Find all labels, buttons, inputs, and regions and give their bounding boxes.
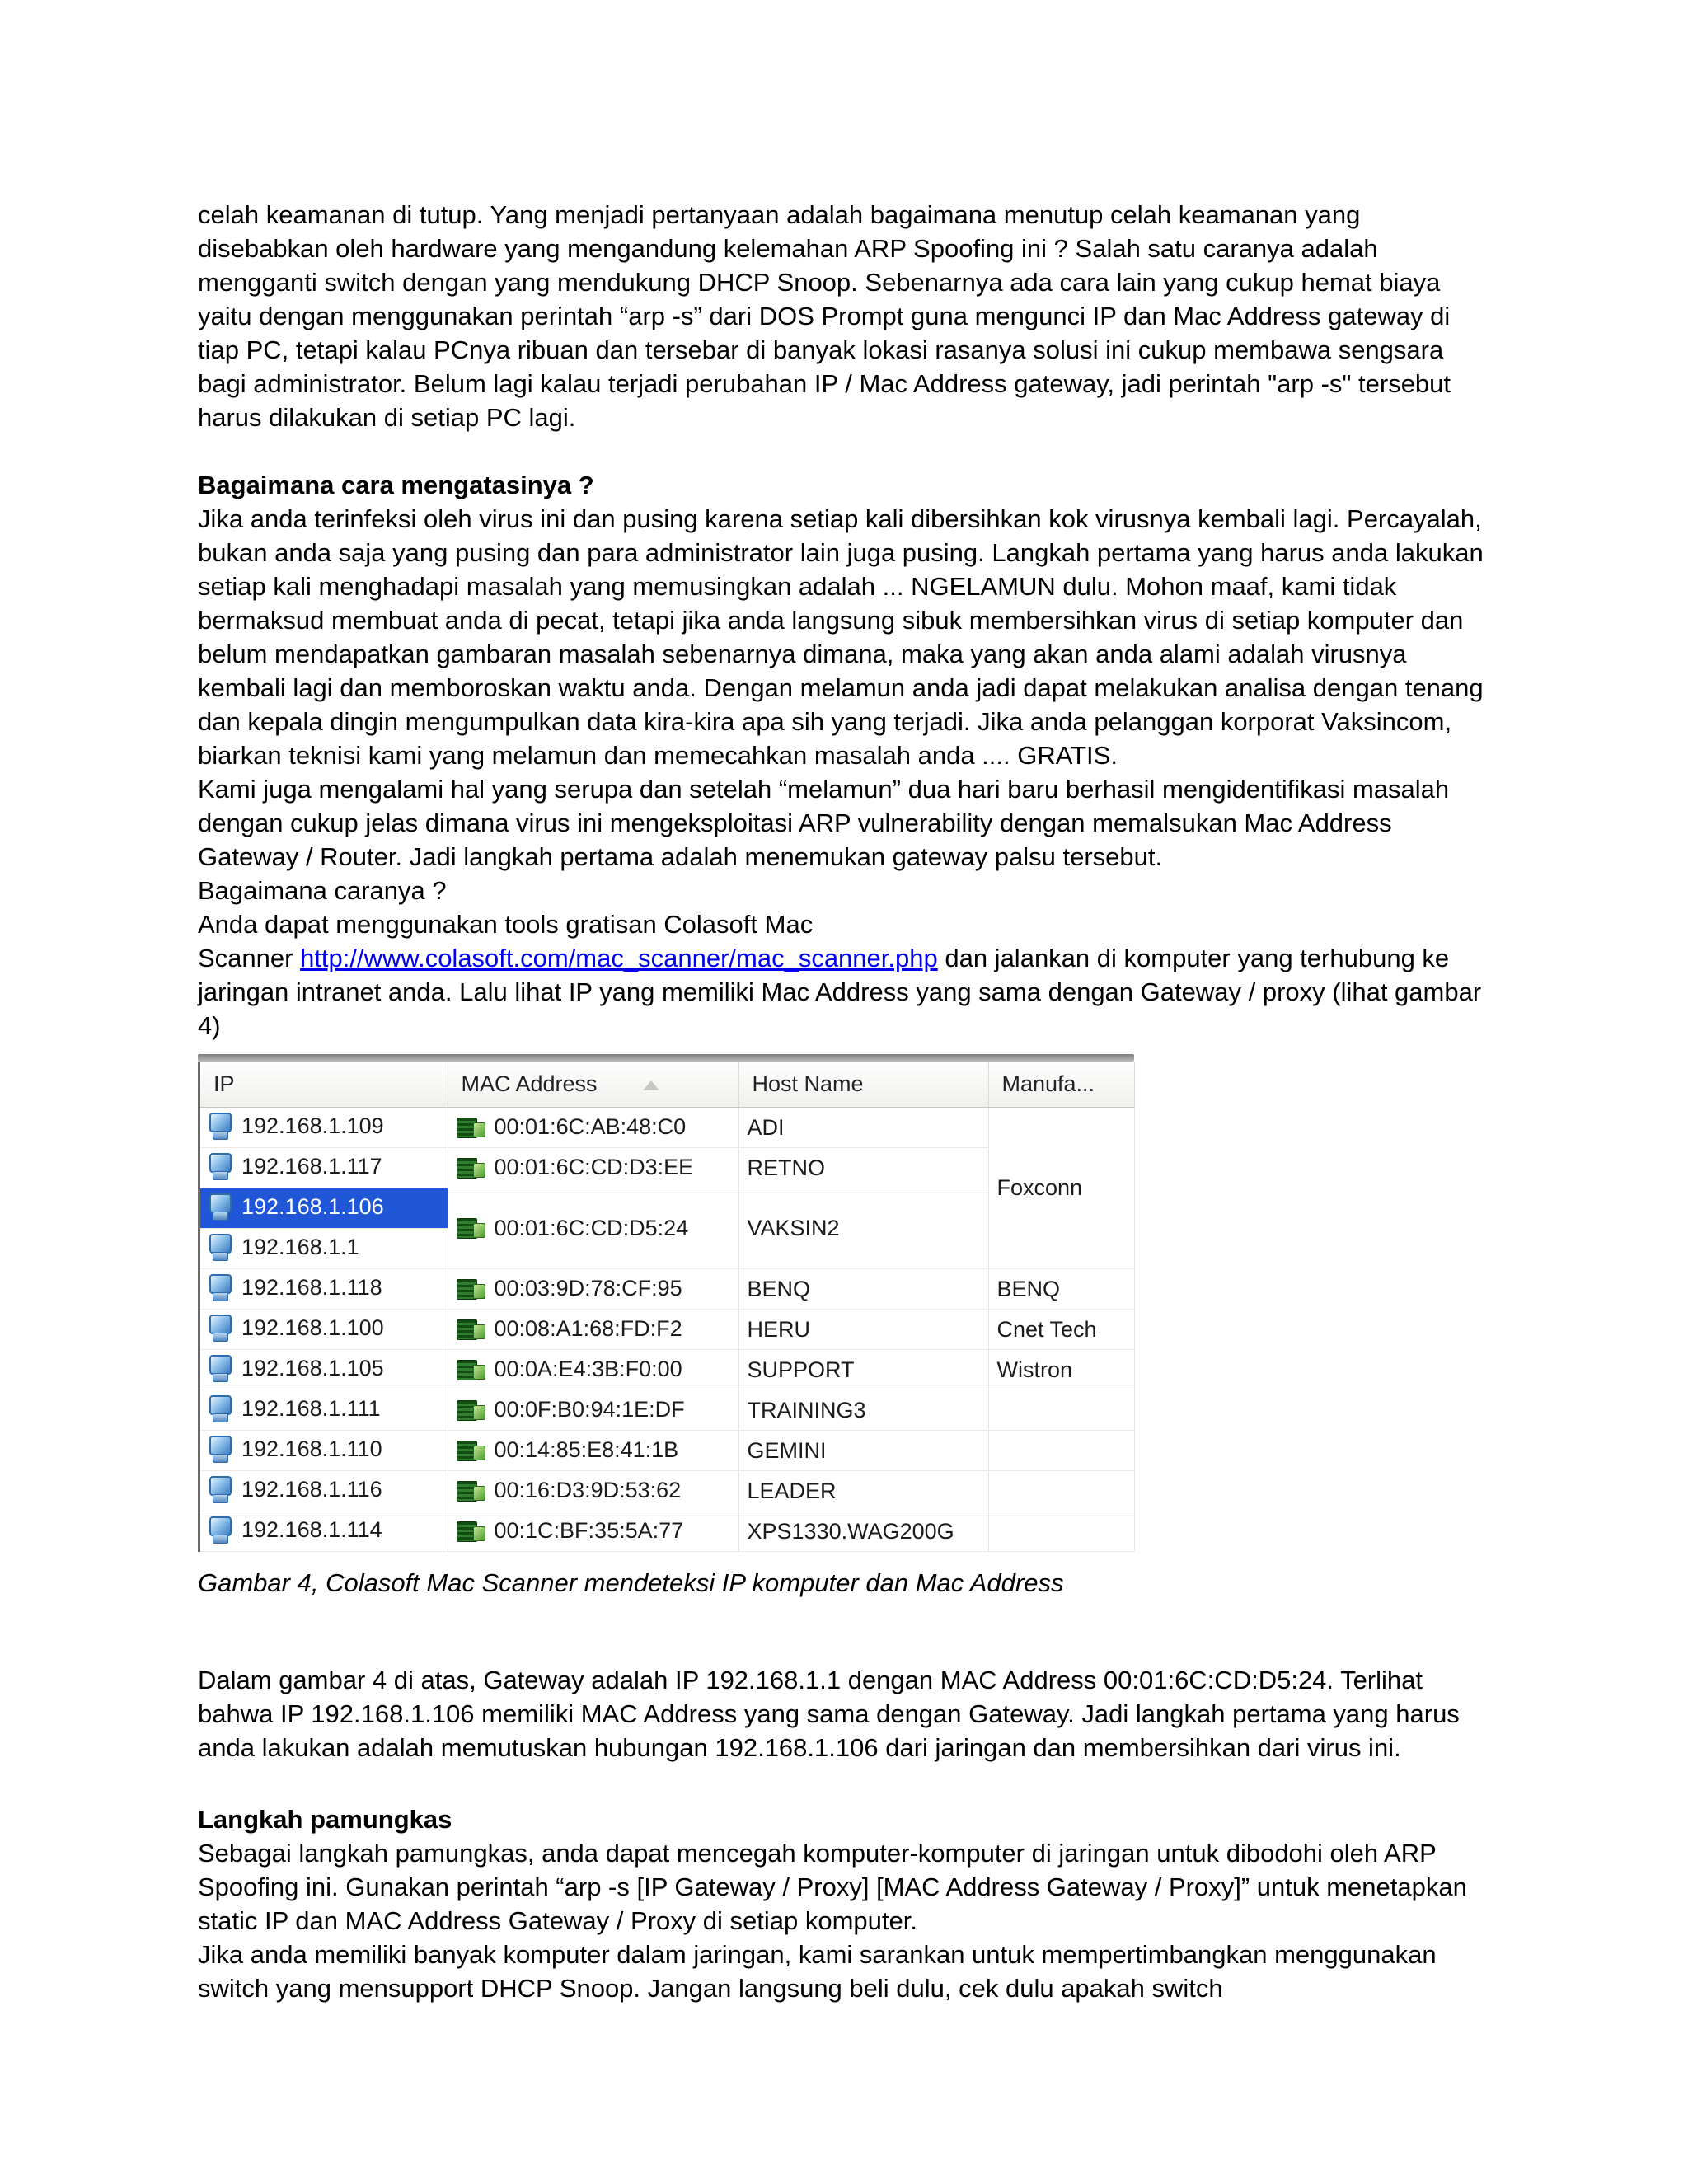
blank-line bbox=[198, 1765, 1497, 1802]
body-paragraph: Kami juga mengalami hal yang serupa dan setelah “melamun” dua hari baru berhasil mengidentifikasi masalah dengan cukup jelas dimana virus ini mengeksploitasi ARP vulnerability dengan memalsukan Mac Address Gateway / Router. Jadi langkah pertama adalah menemukan gateway palsu tersebut. bbox=[198, 775, 1450, 871]
blank-line bbox=[198, 1625, 1497, 1663]
network-adapter-icon bbox=[457, 1115, 488, 1140]
manufacturer-cell bbox=[988, 1511, 1134, 1552]
network-adapter-icon bbox=[457, 1519, 488, 1544]
column-header-host: Host Name bbox=[738, 1062, 988, 1108]
mac-cell bbox=[448, 1511, 738, 1552]
manufacturer-cell: Cnet Tech bbox=[988, 1310, 1134, 1350]
network-adapter-icon bbox=[457, 1398, 488, 1422]
mac-value: 00:0F:B0:94:1E:DF bbox=[494, 1397, 685, 1422]
ip-cell bbox=[200, 1390, 448, 1431]
mac-value: 00:01:6C:CD:D3:EE bbox=[494, 1155, 694, 1180]
table-row bbox=[200, 1108, 1134, 1148]
mac-value: 00:1C:BF:35:5A:77 bbox=[494, 1518, 684, 1544]
ip-cell bbox=[200, 1269, 448, 1310]
body-paragraph: Jika anda terinfeksi oleh virus ini dan pusing karena setiap kali dibersihkan kok virusnya kembali lagi. Percayalah, bukan anda saja yang pusing dan para administrator lain juga pusing. Langkah pertama yang harus anda lakukan setiap kali menghadapi masalah yang memusingkan adalah ... NGELAMUN dulu. Mohon maaf, kami tidak bermaksud membuat anda di pecat, tetapi jika anda langsung sibuk membersihkan virus di setiap komputer dan belum mendapatkan gambaran masalah sebenarnya dimana, maka yang akan anda alami adalah virusnya kembali lagi dan memboroskan waktu anda. Dengan melamun anda jadi dapat melakukan analisa dengan tenang dan kepala dingin mengumpulkan data kira-kira apa sih yang terjadi. Jika anda pelanggan korporat Vaksincom, biarkan teknisi kami yang melamun dan memecahkan masalah anda .... GRATIS. bbox=[198, 504, 1484, 770]
host-cell: TRAINING3 bbox=[738, 1390, 988, 1431]
manufacturer-cell: BENQ bbox=[988, 1269, 1134, 1310]
mac-value: 00:01:6C:AB:48:C0 bbox=[494, 1114, 687, 1140]
mac-cell bbox=[448, 1310, 738, 1350]
table-row bbox=[200, 1471, 1134, 1511]
ip-cell bbox=[200, 1148, 448, 1188]
table-row bbox=[200, 1310, 1134, 1350]
ip-value: 192.168.1.100 bbox=[241, 1315, 384, 1341]
mac-cell bbox=[448, 1431, 738, 1471]
ip-cell bbox=[200, 1229, 448, 1269]
link-suffix-text: dan jalankan di komputer yang terhubung ke jaringan intranet anda. Lalu lihat IP yang memiliki Mac Address yang sama dengan Gateway / proxy (lihat gambar 4) bbox=[198, 944, 1482, 1040]
section-heading: Langkah pamungkas bbox=[198, 1805, 452, 1834]
mac-cell bbox=[448, 1108, 738, 1148]
host-cell: GEMINI bbox=[738, 1431, 988, 1471]
host-cell-merged: VAKSIN2 bbox=[738, 1188, 988, 1269]
table-row bbox=[200, 1269, 1134, 1310]
ip-value: 192.168.1.114 bbox=[241, 1517, 382, 1543]
host-cell: XPS1330.WAG200G bbox=[738, 1511, 988, 1552]
computer-icon bbox=[209, 1193, 233, 1222]
screenshot-top-edge bbox=[198, 1054, 1134, 1062]
ip-cell bbox=[200, 1310, 448, 1350]
computer-icon bbox=[209, 1273, 233, 1303]
computer-icon bbox=[209, 1475, 233, 1505]
computer-icon bbox=[209, 1354, 233, 1384]
ip-value: 192.168.1.118 bbox=[241, 1275, 382, 1301]
computer-icon bbox=[209, 1394, 233, 1424]
table-row bbox=[200, 1511, 1134, 1552]
network-adapter-icon bbox=[457, 1155, 488, 1180]
body-paragraph-with-link bbox=[198, 941, 1497, 1043]
ip-value: 192.168.1.111 bbox=[241, 1396, 381, 1422]
mac-value: 00:08:A1:68:FD:F2 bbox=[494, 1316, 682, 1342]
table-header-row bbox=[200, 1062, 1134, 1108]
computer-icon bbox=[209, 1112, 233, 1141]
computer-icon bbox=[209, 1435, 233, 1465]
mac-value: 00:01:6C:CD:D5:24 bbox=[494, 1215, 689, 1240]
mac-scanner-window bbox=[198, 1062, 1134, 1552]
ip-value: 192.168.1.110 bbox=[241, 1436, 382, 1462]
ip-value: 192.168.1.117 bbox=[241, 1154, 382, 1179]
network-adapter-icon bbox=[457, 1357, 488, 1382]
computer-icon bbox=[209, 1233, 233, 1263]
colasoft-hyperlink[interactable]: http://www.colasoft.com/mac_scanner/mac_scanner.php bbox=[300, 944, 938, 972]
host-cell: RETNO bbox=[738, 1148, 988, 1188]
mac-cell bbox=[448, 1471, 738, 1511]
ip-cell bbox=[200, 1350, 448, 1390]
ip-cell bbox=[200, 1471, 448, 1511]
network-adapter-icon bbox=[457, 1438, 488, 1463]
blank-line bbox=[198, 434, 1497, 468]
host-cell: SUPPORT bbox=[738, 1350, 988, 1390]
body-paragraph: Sebagai langkah pamungkas, anda dapat mencegah komputer-komputer di jaringan untuk dibodohi oleh ARP Spoofing ini. Gunakan perintah “arp -s [IP Gateway / Proxy] [MAC Address Gateway / Proxy]” untuk menetapkan static IP dan MAC Address Gateway / Proxy di setiap komputer. bbox=[198, 1839, 1467, 1935]
ip-value: 192.168.1.106 bbox=[241, 1194, 384, 1220]
mac-value: 00:03:9D:78:CF:95 bbox=[494, 1276, 682, 1301]
table-row bbox=[200, 1390, 1134, 1431]
body-paragraph: Dalam gambar 4 di atas, Gateway adalah IP 192.168.1.1 dengan MAC Address 00:01:6C:CD:D5:24. Terlihat bahwa IP 192.168.1.106 memiliki MAC Address yang sama dengan Gateway. Jadi langkah pertama yang harus anda lakukan adalah memutuskan hubungan 192.168.1.106 dari jaringan dan membersihkan dari virus ini. bbox=[198, 1666, 1460, 1762]
sort-ascending-icon bbox=[643, 1080, 659, 1090]
mac-value: 00:0A:E4:3B:F0:00 bbox=[494, 1357, 682, 1382]
manufacturer-cell: Wistron bbox=[988, 1350, 1134, 1390]
ip-cell bbox=[200, 1511, 448, 1552]
mac-cell bbox=[448, 1148, 738, 1188]
computer-icon bbox=[209, 1152, 233, 1182]
computer-icon bbox=[209, 1516, 233, 1545]
ip-cell-selected bbox=[200, 1188, 448, 1229]
column-header-ip: IP bbox=[200, 1062, 448, 1108]
network-adapter-icon bbox=[457, 1317, 488, 1342]
section-heading: Bagaimana cara mengatasinya ? bbox=[198, 471, 594, 499]
host-cell: LEADER bbox=[738, 1471, 988, 1511]
manufacturer-cell bbox=[988, 1431, 1134, 1471]
ip-value: 192.168.1.1 bbox=[241, 1235, 359, 1260]
ip-value: 192.168.1.116 bbox=[241, 1477, 382, 1502]
network-adapter-icon bbox=[457, 1479, 488, 1503]
mac-cell-merged bbox=[448, 1188, 738, 1269]
link-prefix-text: Scanner bbox=[198, 944, 301, 972]
embedded-screenshot bbox=[198, 1054, 1134, 1552]
ip-value: 192.168.1.109 bbox=[241, 1113, 384, 1139]
host-cell: HERU bbox=[738, 1310, 988, 1350]
column-header-mac: MAC Address bbox=[448, 1062, 738, 1108]
body-paragraph: Jika anda memiliki banyak komputer dalam jaringan, kami sarankan untuk mempertimbangkan menggunakan switch yang mensupport DHCP Snoop. Jangan langsung beli dulu, cek dulu apakah switch bbox=[198, 1940, 1437, 2003]
computer-icon bbox=[209, 1314, 233, 1343]
mac-value: 00:16:D3:9D:53:62 bbox=[494, 1478, 682, 1503]
ip-cell bbox=[200, 1431, 448, 1471]
manufacturer-cell: Foxconn bbox=[988, 1108, 1134, 1269]
mac-cell bbox=[448, 1390, 738, 1431]
figure-caption: Gambar 4, Colasoft Mac Scanner mendeteksi IP komputer dan Mac Address bbox=[198, 1568, 1064, 1597]
mac-cell bbox=[448, 1350, 738, 1390]
document-page bbox=[198, 198, 1497, 2005]
table-row bbox=[200, 1431, 1134, 1471]
table-row bbox=[200, 1350, 1134, 1390]
column-header-manufacturer: Manufa... bbox=[988, 1062, 1134, 1108]
body-paragraph: Bagaimana caranya ? bbox=[198, 876, 447, 905]
host-cell: BENQ bbox=[738, 1269, 988, 1310]
network-adapter-icon bbox=[457, 1216, 488, 1240]
ip-cell bbox=[200, 1108, 448, 1148]
host-cell: ADI bbox=[738, 1108, 988, 1148]
mac-scanner-table bbox=[200, 1062, 1135, 1552]
mac-value: 00:14:85:E8:41:1B bbox=[494, 1437, 679, 1463]
body-paragraph: celah keamanan di tutup. Yang menjadi pertanyaan adalah bagaimana menutup celah keamanan yang disebabkan oleh hardware yang mengandung kelemahan ARP Spoofing ini ? Salah satu caranya adalah mengganti switch dengan yang mendukung DHCP Snoop. Sebenarnya ada cara lain yang cukup hemat biaya yaitu dengan menggunakan perintah “arp -s” dari DOS Prompt guna mengunci IP dan Mac Address gateway di tiap PC, tetapi kalau PCnya ribuan dan tersebar di banyak lokasi rasanya solusi ini cukup membawa sengsara bagi administrator. Belum lagi kalau terjadi perubahan IP / Mac Address gateway, jadi perintah "arp -s" tersebut harus dilakukan di setiap PC lagi. bbox=[198, 200, 1451, 432]
manufacturer-cell bbox=[988, 1471, 1134, 1511]
mac-cell bbox=[448, 1269, 738, 1310]
manufacturer-cell bbox=[988, 1390, 1134, 1431]
body-paragraph: Anda dapat menggunakan tools gratisan Colasoft Mac bbox=[198, 910, 814, 939]
ip-value: 192.168.1.105 bbox=[241, 1356, 384, 1381]
network-adapter-icon bbox=[457, 1277, 488, 1301]
